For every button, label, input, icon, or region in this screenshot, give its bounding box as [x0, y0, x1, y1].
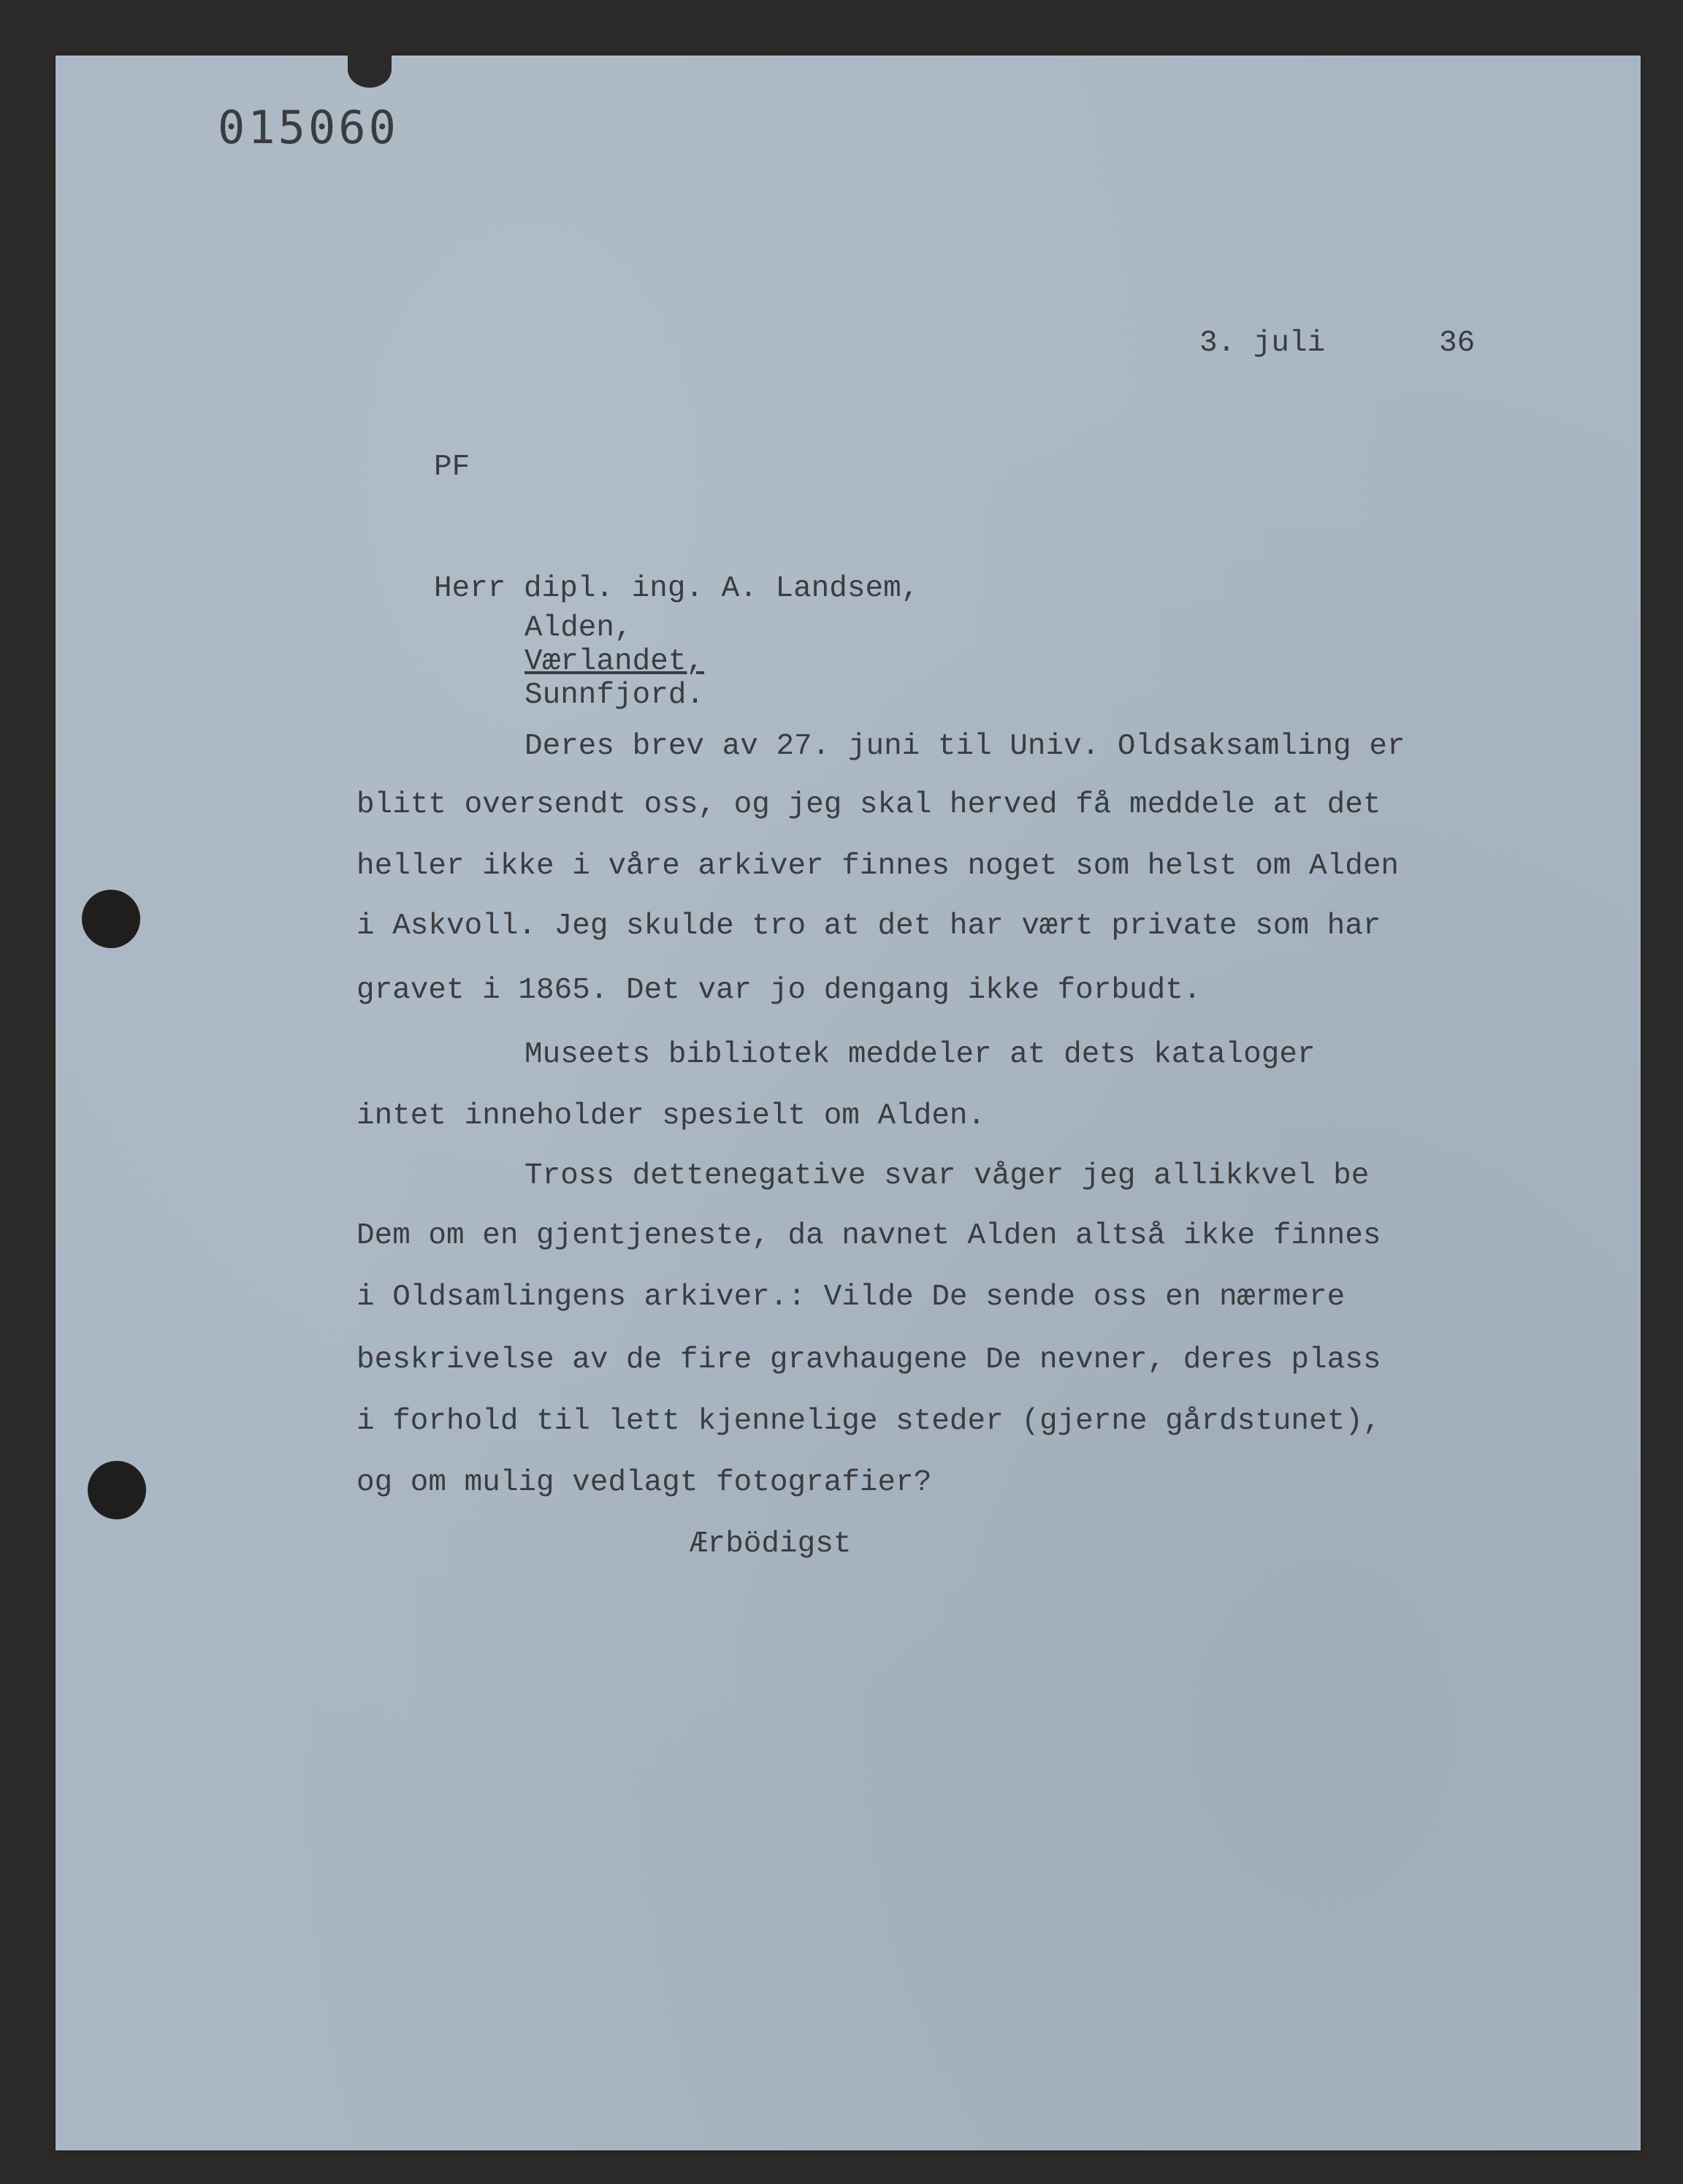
closing-salutation: Ærbödigst	[690, 1527, 852, 1561]
recipient-line: Alden,	[524, 611, 633, 645]
punch-hole	[82, 890, 140, 948]
body-line: i Askvoll. Jeg skulde tro at det har vært private som har	[356, 909, 1381, 943]
recipient-line: Herr dipl. ing. A. Landsem,	[434, 572, 920, 606]
body-line: Dem om en gjentjeneste, da navnet Alden altså ikke finnes	[356, 1219, 1381, 1253]
body-line: intet inneholder spesielt om Alden.	[356, 1099, 986, 1133]
reference-initials: PF	[434, 451, 470, 484]
body-line: heller ikke i våre arkiver finnes noget som helst om Alden	[356, 849, 1400, 883]
archive-number: 015060	[218, 101, 399, 154]
body-line: beskrivelse av de fire gravhaugene De nevner, deres plass	[356, 1343, 1381, 1377]
body-line: i Oldsamlingens arkiver.: Vilde De sende oss en nærmere	[356, 1280, 1346, 1314]
body-line: Tross dettenegative svar våger jeg allikkvel be	[524, 1159, 1370, 1193]
letter-year: 36	[1439, 327, 1476, 360]
letter-date: 3. juli	[1199, 327, 1326, 360]
body-line: gravet i 1865. Det var jo dengang ikke forbudt.	[356, 974, 1202, 1007]
paper-notch	[348, 51, 392, 88]
body-line: Museets bibliotek meddeler at dets kataloger	[524, 1038, 1316, 1072]
body-line: i forhold til lett kjennelige steder (gjerne gårdstunet),	[356, 1405, 1381, 1438]
body-line: blitt oversendt oss, og jeg skal herved få meddele at det	[356, 788, 1381, 822]
body-line: Deres brev av 27. juni til Univ. Oldsaksamling er	[524, 730, 1405, 763]
body-line: og om mulig vedlagt fotografier?	[356, 1466, 932, 1500]
recipient-line: Værlandet,	[524, 645, 705, 679]
recipient-line: Sunnfjord.	[524, 679, 705, 712]
punch-hole	[88, 1461, 146, 1519]
